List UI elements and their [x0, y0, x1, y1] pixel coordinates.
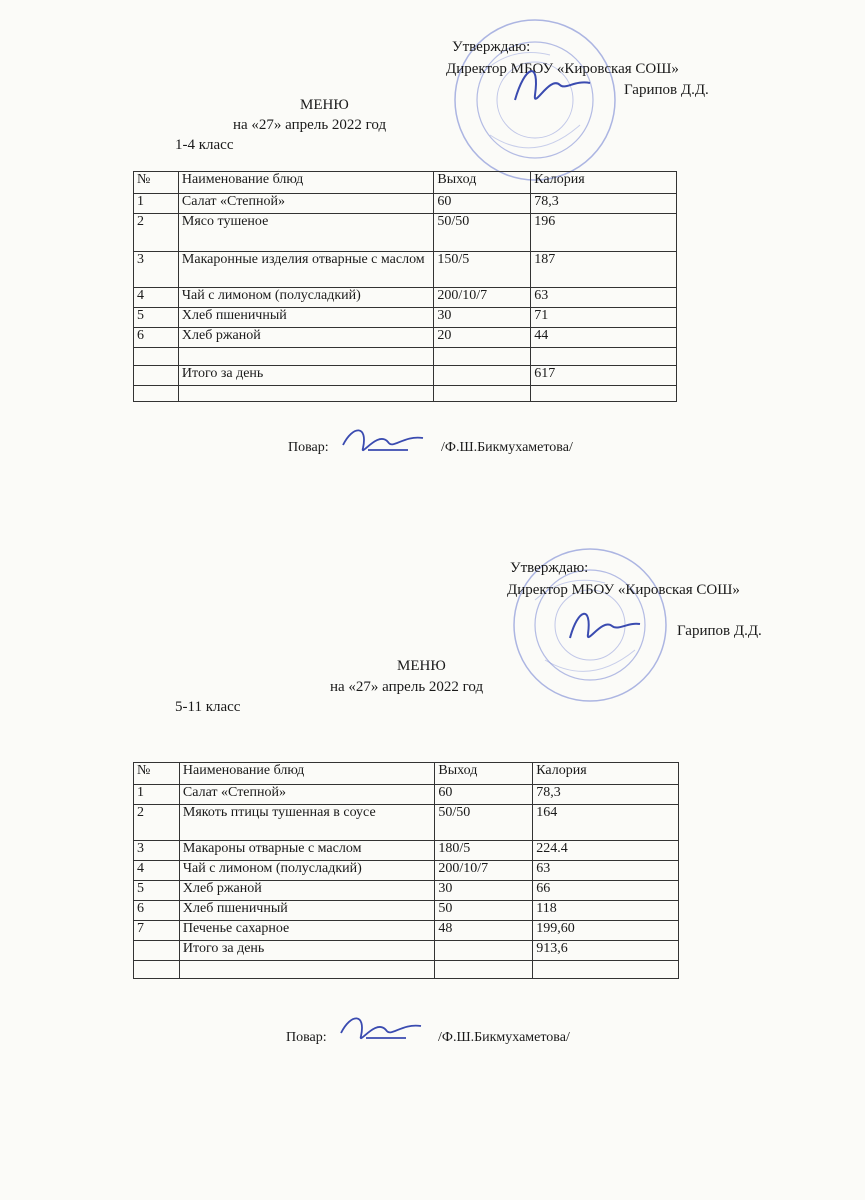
table-cell: 200/10/7: [434, 288, 531, 308]
table-cell: 7: [134, 921, 180, 941]
table-cell: [178, 386, 433, 402]
table-cell: 78,3: [533, 785, 679, 805]
table-cell: Итого за день: [178, 366, 433, 386]
table-cell: [435, 941, 533, 961]
table-row: [134, 348, 677, 366]
table-cell: 2: [134, 214, 179, 252]
table-cell: Салат «Степной»: [178, 194, 433, 214]
table-cell: [134, 366, 179, 386]
table-cell: [434, 348, 531, 366]
table-cell: 30: [435, 881, 533, 901]
menu-table-2: [133, 762, 679, 979]
table-cell: Хлеб пшеничный: [178, 308, 433, 328]
table-cell: 5: [134, 881, 180, 901]
table-cell: Мясо тушеное: [178, 214, 433, 252]
table-cell: 1: [134, 785, 180, 805]
column-header: №: [134, 763, 180, 785]
menu-grade: 5-11 класс: [175, 699, 241, 715]
table-cell: 224.4: [533, 841, 679, 861]
table-cell: 44: [531, 328, 677, 348]
table-cell: 180/5: [435, 841, 533, 861]
table-row: [134, 214, 677, 252]
column-header: Наименование блюд: [178, 172, 433, 194]
column-header: Выход: [434, 172, 531, 194]
table-cell: [134, 961, 180, 979]
table-cell: 4: [134, 288, 179, 308]
table-row: [134, 386, 677, 402]
table-cell: 48: [435, 921, 533, 941]
table-cell: 200/10/7: [435, 861, 533, 881]
table-cell: [134, 386, 179, 402]
cook-name: /Ф.Ш.Бикмухаметова/: [438, 1030, 570, 1045]
table-row: [134, 881, 679, 901]
approval-name: Гарипов Д.Д.: [677, 623, 762, 639]
table-cell: [434, 366, 531, 386]
table-row: [134, 328, 677, 348]
table-cell: [134, 941, 180, 961]
column-header: Наименование блюд: [179, 763, 434, 785]
table-row: [134, 194, 677, 214]
table-cell: [179, 961, 434, 979]
table-cell: 1: [134, 194, 179, 214]
director-signature-1: [505, 55, 595, 115]
table-cell: 3: [134, 252, 179, 288]
table-cell: 164: [533, 805, 679, 841]
table-cell: 63: [533, 861, 679, 881]
menu-date: на «27» апрель 2022 год: [330, 679, 484, 695]
table-cell: 50/50: [435, 805, 533, 841]
cook-label: Повар:: [288, 440, 329, 455]
table-row: [134, 941, 679, 961]
table-cell: Хлеб ржаной: [178, 328, 433, 348]
table-cell: Салат «Степной»: [179, 785, 434, 805]
table-cell: 60: [434, 194, 531, 214]
column-header: Калория: [531, 172, 677, 194]
table-cell: 66: [533, 881, 679, 901]
table-cell: 2: [134, 805, 180, 841]
table-cell: 50: [435, 901, 533, 921]
table-cell: 71: [531, 308, 677, 328]
table-cell: Макароны отварные с маслом: [179, 841, 434, 861]
table-row: [134, 366, 677, 386]
table-row: [134, 961, 679, 979]
table-cell: Хлеб ржаной: [179, 881, 434, 901]
table-cell: 187: [531, 252, 677, 288]
table-row: [134, 288, 677, 308]
column-header: Калория: [533, 763, 679, 785]
table-cell: 6: [134, 901, 180, 921]
table-header-row: [134, 172, 677, 194]
table-cell: Макаронные изделия отварные с маслом: [178, 252, 433, 288]
table-cell: 50/50: [434, 214, 531, 252]
table-cell: 5: [134, 308, 179, 328]
table-cell: 63: [531, 288, 677, 308]
table-cell: [435, 961, 533, 979]
cook-name: /Ф.Ш.Бикмухаметова/: [441, 440, 573, 455]
table-cell: 118: [533, 901, 679, 921]
table-cell: Печенье сахарное: [179, 921, 434, 941]
table-cell: Хлеб пшеничный: [179, 901, 434, 921]
table-row: [134, 805, 679, 841]
table-cell: 196: [531, 214, 677, 252]
table-cell: Чай с лимоном (полусладкий): [179, 861, 434, 881]
table-cell: 617: [531, 366, 677, 386]
table-cell: Чай с лимоном (полусладкий): [178, 288, 433, 308]
director-signature-2: [560, 600, 645, 650]
table-cell: [533, 961, 679, 979]
table-cell: 150/5: [434, 252, 531, 288]
approval-director: Директор МБОУ «Кировская СОШ»: [507, 582, 740, 598]
table-cell: [134, 348, 179, 366]
column-header: №: [134, 172, 179, 194]
menu-date: на «27» апрель 2022 год: [233, 117, 387, 133]
table-row: [134, 921, 679, 941]
menu-grade: 1-4 класс: [175, 137, 234, 153]
approval-name: Гарипов Д.Д.: [624, 82, 709, 98]
table-cell: [531, 348, 677, 366]
table-header-row: [134, 763, 679, 785]
table-cell: 30: [434, 308, 531, 328]
table-cell: Мякоть птицы тушенная в соусе: [179, 805, 434, 841]
table-cell: 199,60: [533, 921, 679, 941]
menu-title: МЕНЮ: [397, 658, 446, 674]
table-cell: [178, 348, 433, 366]
menu-table-1: [133, 171, 677, 402]
table-row: [134, 841, 679, 861]
cook-signature-1: [338, 420, 428, 460]
table-row: [134, 785, 679, 805]
table-cell: 4: [134, 861, 180, 881]
column-header: Выход: [435, 763, 533, 785]
table-row: [134, 308, 677, 328]
table-row: [134, 861, 679, 881]
table-cell: [434, 386, 531, 402]
table-cell: 3: [134, 841, 180, 861]
table-cell: 20: [434, 328, 531, 348]
cook-signature-2: [336, 1008, 426, 1048]
approval-director: Директор МБОУ «Кировская СОШ»: [446, 61, 679, 77]
approval-label: Утверждаю:: [510, 560, 589, 576]
table-cell: 6: [134, 328, 179, 348]
cook-label: Повар:: [286, 1030, 327, 1045]
table-row: [134, 252, 677, 288]
table-cell: 913,6: [533, 941, 679, 961]
approval-label: Утверждаю:: [452, 39, 531, 55]
table-cell: [531, 386, 677, 402]
table-cell: 60: [435, 785, 533, 805]
table-row: [134, 901, 679, 921]
table-cell: Итого за день: [179, 941, 434, 961]
table-cell: 78,3: [531, 194, 677, 214]
menu-title: МЕНЮ: [300, 97, 349, 113]
